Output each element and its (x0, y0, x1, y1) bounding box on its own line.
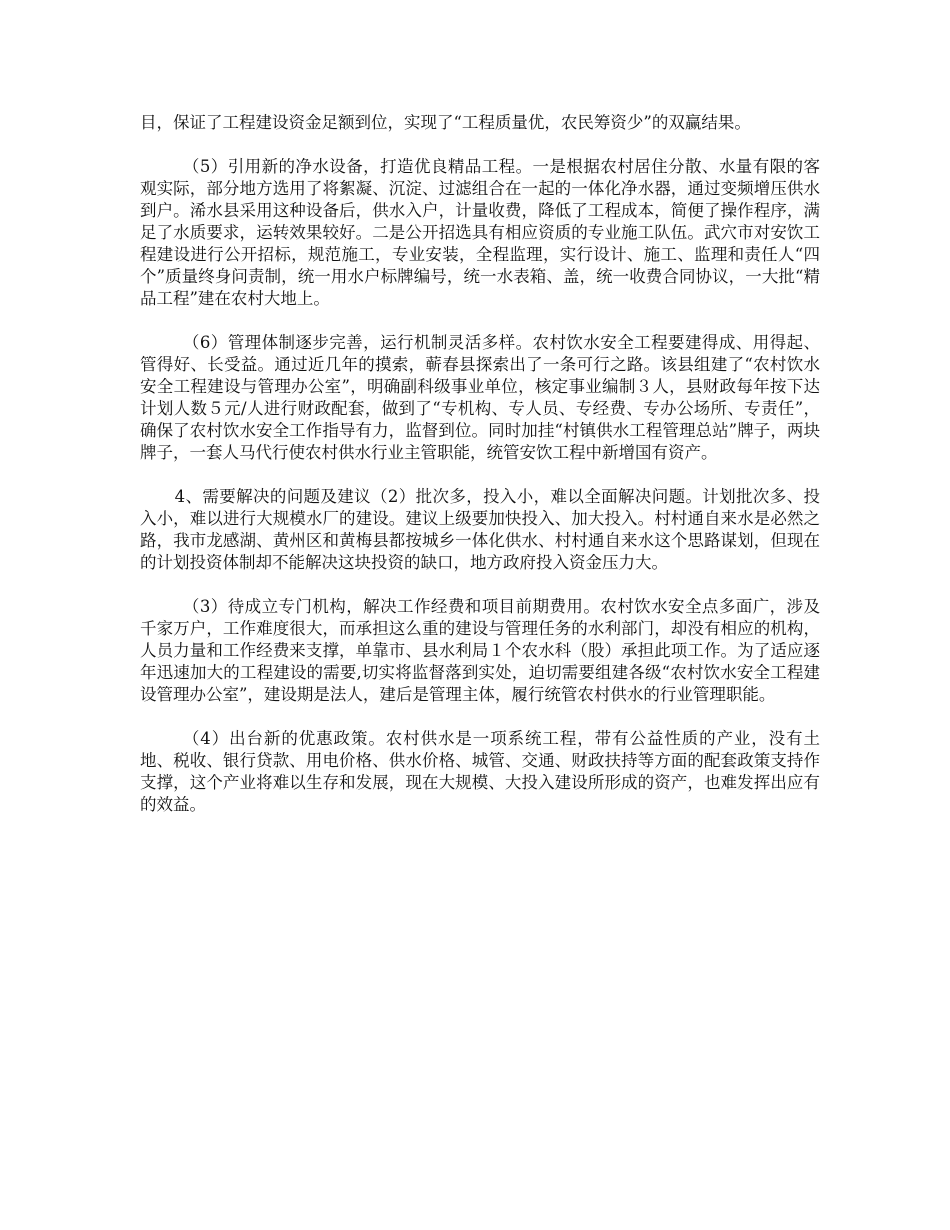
paragraph-continuation: 目，保证了工程建设资金足额到位，实现了“工程质量优，农民筹资少”的双赢结果。 (140, 113, 751, 132)
document-body (140, 112, 820, 838)
paragraph-preferential-policy: （4）出台新的优惠政策。农村供水是一项系统工程，带有公益性质的产业，没有土地、税收、银行贷款、用电价格、供水价格、城管、交通、财政扶持等方面的配套政策支持作支撑，这个产业将难以生存和发展，现在大规模、大投入建设所形成的资产，也难发挥出应有的效益。 (140, 729, 820, 814)
paragraph-water-purification: （5）引用新的净水设备，打造优良精品工程。一是根据农村居住分散、水量有限的客观实际，部分地方选用了将絮凝、沉淀、过滤组合在一起的一体化净水器，通过变频增压供水到户。浠水县采用这种设备后，供水入户，计量收费，降低了工程成本，简便了操作程序，满足了水质要求，运转效果较好。二是公开招选具有相应资质的专业施工队伍。武穴市对安饮工程建设进行公开招标，规范施工，专业安装，全程监理，实行设计、施工、监理和责任人“四个”质量终身问责制，统一用水户标牌编号，统一水表箱、盖，统一收费合同协议，一大批“精品工程”建在农村大地上。 (140, 157, 820, 308)
paragraph-management-system: （6）管理体制逐步完善，运行机制灵活多样。农村饮水安全工程要建得成、用得起、管得好、长受益。通过近几年的摸索，蕲春县探索出了一条可行之路。该县组建了“农村饮水安全工程建设与管理办公室”，明确副科级事业单位，核定事业编制３人，县财政每年按下达计划人数５元/人进行财政配套，做到了“专机构、专人员、专经费、专办公场所、专责任”，确保了农村饮水安全工作指导有力，监督到位。同时加挂“村镇供水工程管理总站”牌子，两块牌子，一套人马代行使农村供水行业主管职能，统管安饮工程中新增国有资产。 (140, 333, 820, 462)
paragraph-problems-suggestions: 4、需要解决的问题及建议（2）批次多，投入小，难以全面解决问题。计划批次多、投入小，难以进行大规模水厂的建设。建议上级要加快投入、加大投入。村村通自来水是必然之路，我市龙感湖、黄州区和黄梅县都按城乡一体化供水、村村通自来水这个思路谋划，但现在的计划投资体制却不能解决这块投资的缺口，地方政府投入资金压力大。 (140, 487, 820, 572)
paragraph-dedicated-agency: （3）待成立专门机构，解决工作经费和项目前期费用。农村饮水安全点多面广，涉及千家万户，工作难度很大，而承担这么重的建设与管理任务的水利部门，却没有相应的机构，人员力量和工作经费来支撑，单靠市、县水利局１个农水科（股）承担此项工作。为了适应逐年迅速加大的工程建设的需要,切实将监督落到实处，迫切需要组建各级“农村饮水安全工程建设管理办公室”，建设期是法人，建后是管理主体，履行统管农村供水的行业管理职能。 (140, 597, 820, 704)
